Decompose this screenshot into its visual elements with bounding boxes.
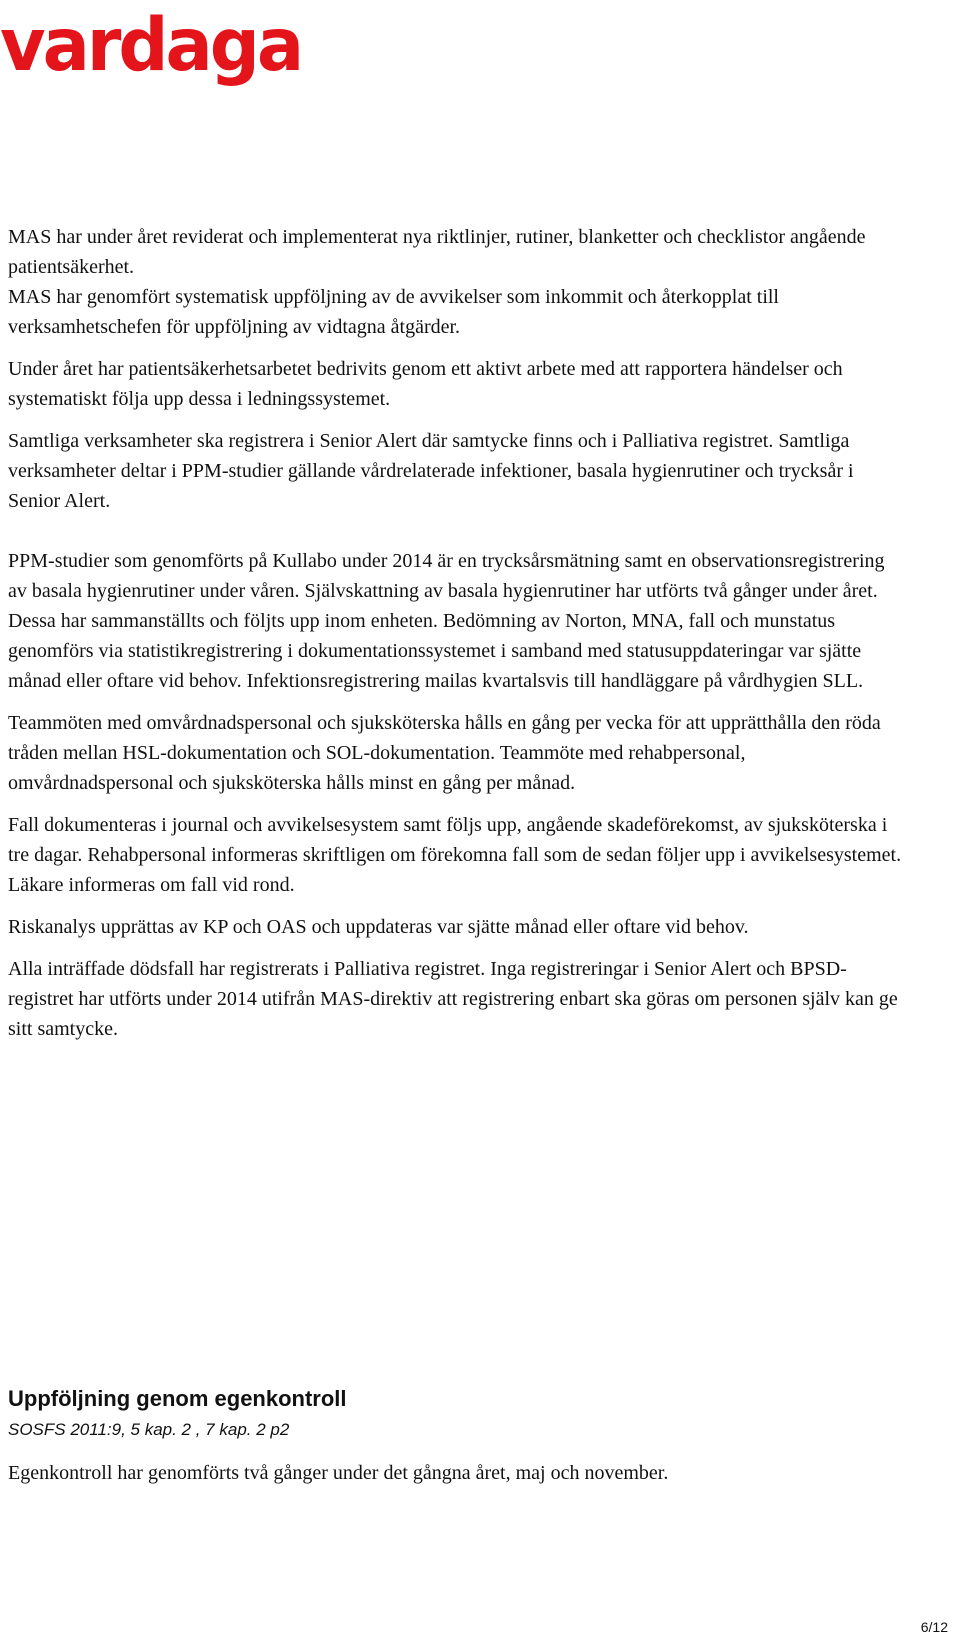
section-heading: Uppföljning genom egenkontroll	[8, 1386, 347, 1411]
paragraph-8: Riskanalys upprättas av KP och OAS och uppdateras var sjätte månad eller oftare vid behov.	[8, 916, 749, 938]
section-reference: SOSFS 2011:9, 5 kap. 2 , 7 kap. 2 p2	[8, 1420, 290, 1439]
paragraph-2: MAS har genomfört systematisk uppföljning av de avvikelser som inkommit och återkopplat till verksamhetschefen för uppföljning av vidtagna åtgärder.	[8, 286, 779, 338]
page-number: 6/12	[920, 1619, 948, 1635]
section-text: Egenkontroll har genomförts två gånger under det gångna året, maj och november.	[8, 1462, 669, 1484]
paragraph-6: Teammöten med omvårdnadspersonal och sjuksköterska hålls en gång per vecka för att upprätthålla den röda tråden mellan HSL-dokumentation och SOL-dokumentation. Teammöte med rehabpersonal, omvårdnadspersonal och sjuksköterska hålls minst en gång per månad.	[8, 712, 881, 794]
paragraph-7: Fall dokumenteras i journal och avvikelsesystem samt följs upp, angående skadeförekomst, av sjuksköterska i tre dagar. Rehabpersonal informeras skriftligen om förekomna fall som de sedan följer upp i avvikelsesystemet. Läkare informeras om fall vid rond.	[8, 814, 902, 896]
paragraph-3: Under året har patientsäkerhetsarbetet bedrivits genom ett aktivt arbete med att rapportera händelser och systematiskt följa upp dessa i ledningssystemet.	[8, 358, 843, 410]
paragraph-4: Samtliga verksamheter ska registrera i Senior Alert där samtycke finns och i Palliativa registret. Samtliga verksamheter deltar i PPM-studier gällande vårdrelaterade infektioner, basala hygienrutiner och trycksår i Senior Alert.	[8, 430, 854, 512]
body-text	[8, 222, 908, 1056]
paragraph-5: PPM-studier som genomförts på Kullabo under 2014 är en trycksårsmätning samt en observationsregistrering av basala hygienrutiner under våren. Självskattning av basala hygienrutiner har utförts två gånger under året. Dessa har sammanställts och följts upp inom enheten. Bedömning av Norton, MNA, fall och munstatus genomförs via statistikregistrering i dokumentationssystemet i samband med statusuppdateringar var sjätte månad eller oftare vid behov. Infektionsregistrering mailas kvartalsvis till handläggare på vårdhygien SLL.	[8, 550, 885, 692]
paragraph-1: MAS har under året reviderat och implementerat nya riktlinjer, rutiner, blanketter och checklistor angående patientsäkerhet.	[8, 226, 866, 278]
paragraph-9: Alla inträffade dödsfall har registrerats i Palliativa registret. Inga registreringar i Senior Alert och BPSD-registret har utförts under 2014 utifrån MAS-direktiv att registrering enbart ska göras om personen själv kan ge sitt samtycke.	[8, 958, 898, 1040]
logo-text: vardaga	[0, 1, 302, 89]
vardaga-logo	[0, 0, 310, 90]
